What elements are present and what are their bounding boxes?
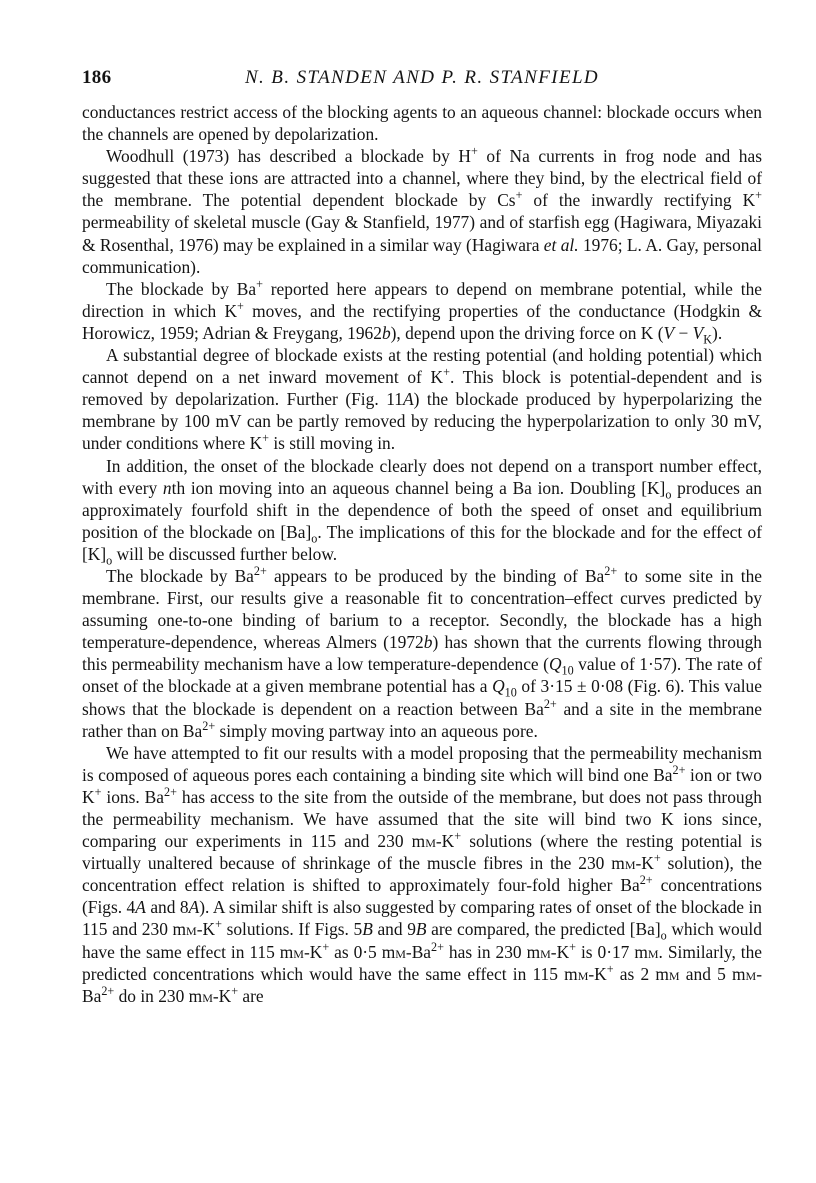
paragraph-continuation: conductances restrict access of the blocking agents to an aqueous channel: blockade occurs when the channels are opened by depolarization. (82, 102, 762, 145)
page-header (82, 67, 762, 97)
paragraph-woodhull: Woodhull (1973) has described a blockade by H+ of Na currents in frog node and has suggested that these ions are attracted into a channel, where they bind, by the electrical field of the membrane. The potential dependent blockade by Cs+ of the inwardly rectifying K+ permeability of skeletal muscle (Gay & Stanfield, 1977) and of starfish egg (Hagiwara, Miyazaki & Rosenthal, 1976) may be explained in a similar way (Hagiwara et al. 1976; L. A. Gay, personal communication). (82, 144, 763, 277)
paragraph-resting-block: A substantial degree of blockade exists at the resting potential (and holding potential) which cannot depend on a net inward movement of K+. This block is potential-dependent and is removed by depolarization. Further (Fig. 11A) the blockade produced by hyperpolarizing the membrane by 100 mV can be partly removed by reducing the hyperpolarization to only 30 mV, under conditions where K+ is still moving in. (82, 345, 762, 454)
paragraph-transport-number: In addition, the onset of the blockade clearly does not depend on a transport number effect, with every nth ion moving into an aqueous channel being a Ba ion. Doubling $[K]_o$ produces an approximately fourfold shift in the dependence of both the speed of onset and equilibrium position of the blockade on $[Ba]_o$. The implications of this for the blockade and for the effect of $[K]_o$ will be discussed further below. (82, 455, 763, 568)
paragraph-ba-potential: The blockade by Ba+ reported here appears to depend on membrane potential, while the direction in which K+ moves, and the rectifying properties of the conductance (Hodgkin & Horowicz, 1959; Adrian & Freygang, 1962b), depend upon the driving force on K $(V - V_K)$. (82, 276, 762, 347)
paragraph-model: We have attempted to fit our results with a model proposing that the permeability mechanism is composed of aqueous pores each containing a binding site which will bind one $Ba^{2+}$ ion or two K+ ions. $Ba^{2+}$ has access to the site from the outside of the membrane, but does not pass through the permeability mechanism. We have assumed that the site will bind two K ions since, comparing our experiments in 115 and 230 mm-K+ solutions (where the resting potential is virtually unaltered because of shrinkage of the muscle fibres in the 230 mm-K+ solution), the concentration effect relation is shifted to approximately four-fold higher $Ba^{2+}$ concentrations (Figs. 4A and 8A). A similar shift is also suggested by comparing rates of onset of the blockade in 115 and 230 mm-K+ solutions. If Figs. 5B and 9B are compared, the predicted $[Ba]_o$ which would have the same effect in 115 mm-K+ as 0·5 $mm-Ba^{2+}$ has in 230 mm-K+ is 0·17 mm. Similarly, the predicted concentrations which would have the same effect in 115 mm-K+ as 2 mm and 5 $mm-Ba^{2+}$ do in 230 mm-K+ are (82, 742, 763, 1006)
page-number: 186 (82, 67, 112, 88)
running-title: N. B. STANDEN AND P. R. STANFIELD (244, 67, 600, 88)
article-body (82, 101, 762, 1007)
paragraph-binding-site: The blockade by $Ba^{2+}$ appears to be produced by the binding of $Ba^{2+}$ to some site in the membrane. First, our results give a reasonable fit to concentration–effect curves predicted by assuming one-to-one binding of barium to a receptor. Secondly, the blockade has a high temperature-dependence, whereas Almers (1972b) has shown that the currents flowing through this permeability mechanism have a low temperature-dependence ($Q_{10}$ value of 1·57). The rate of onset of the blockade at a given membrane potential has a $Q_{10}$ of 3·15 ± 0·08 (Fig. 6). This value shows that the blockade is dependent on a reaction between $Ba^{2+}$ and a site in the membrane rather than on $Ba^{2+}$ simply moving partway into an aqueous pore. (82, 564, 762, 741)
